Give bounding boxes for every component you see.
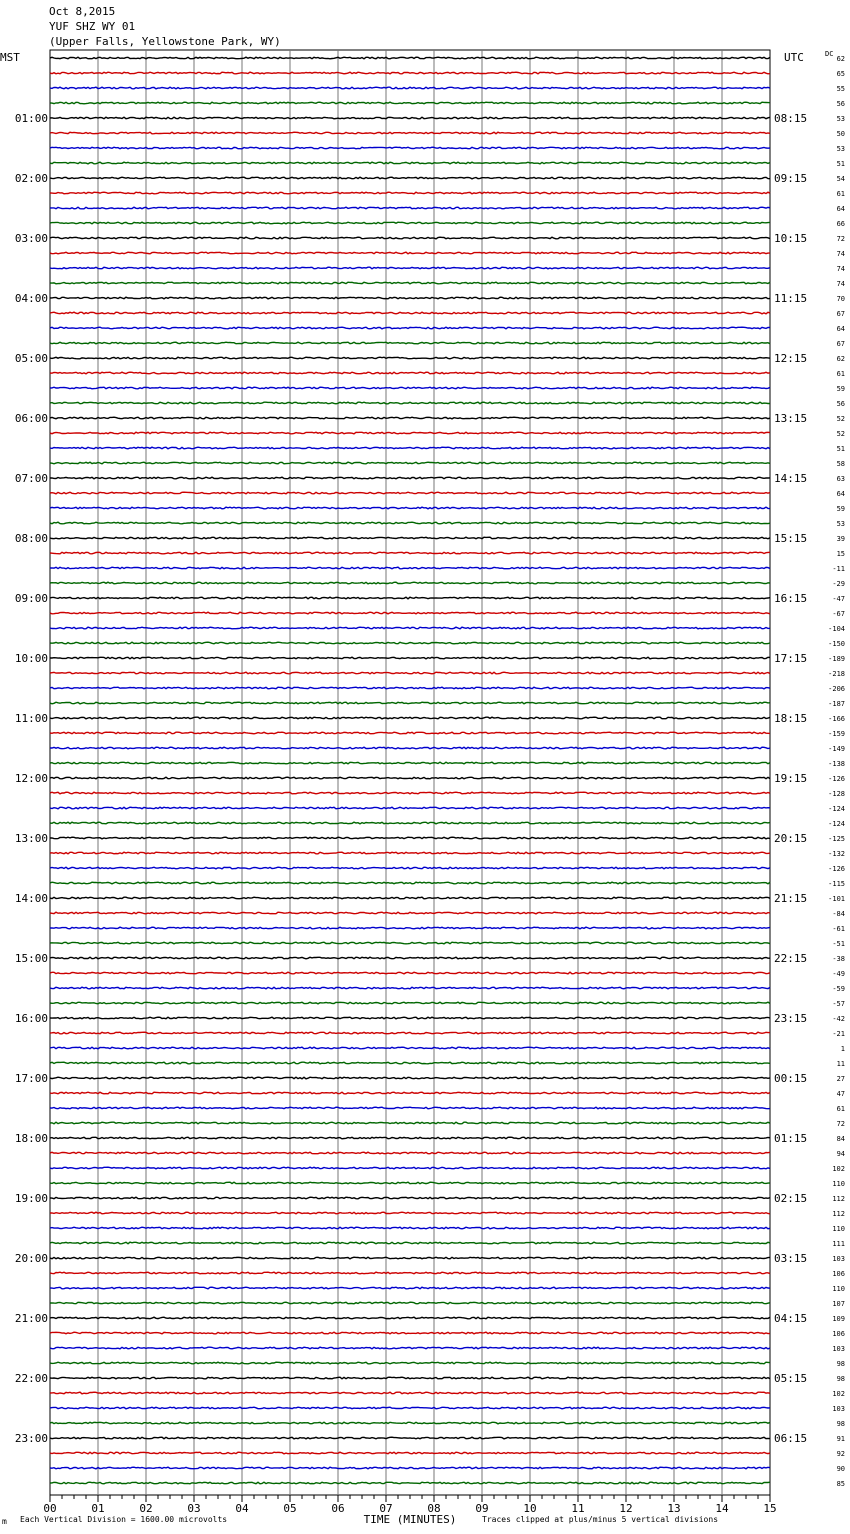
trace-line xyxy=(50,447,770,449)
x-tick-label: 05 xyxy=(283,1502,297,1515)
trace-line xyxy=(50,1062,770,1064)
trace-line xyxy=(50,672,770,674)
trace-rows xyxy=(50,57,770,1484)
dc-offset-label: 56 xyxy=(836,100,845,108)
trace-line xyxy=(50,402,770,404)
trace-line xyxy=(50,717,770,719)
trace-line xyxy=(50,1452,770,1454)
trace-line xyxy=(50,162,770,164)
dc-offset-label: 98 xyxy=(836,1420,845,1428)
trace-line xyxy=(50,267,770,269)
left-hour-label: 02:00 xyxy=(14,172,48,185)
trace-line xyxy=(50,72,770,74)
dc-offset-label: 39 xyxy=(836,535,845,543)
left-hour-label: 07:00 xyxy=(14,472,48,485)
trace-line xyxy=(50,972,770,974)
left-hour-label: 09:00 xyxy=(14,592,48,605)
trace-line xyxy=(50,732,770,734)
trace-line xyxy=(50,837,770,839)
right-hour-label: 11:15 xyxy=(774,292,808,305)
right-hour-label: 03:15 xyxy=(774,1252,808,1265)
dc-offset-label: 58 xyxy=(836,460,845,468)
trace-line xyxy=(50,627,770,629)
right-hour-label: 17:15 xyxy=(774,652,808,665)
trace-line xyxy=(50,762,770,764)
right-hour-label: 22:15 xyxy=(774,952,808,965)
trace-line xyxy=(50,1032,770,1034)
trace-line xyxy=(50,1362,770,1364)
right-hour-label: 23:15 xyxy=(774,1012,808,1025)
x-tick-label: 14 xyxy=(715,1502,729,1515)
trace-line xyxy=(50,792,770,794)
dc-offset-label: 70 xyxy=(836,295,845,303)
left-hour-label: 01:00 xyxy=(14,112,48,125)
trace-line xyxy=(50,1437,770,1439)
right-hour-label: 10:15 xyxy=(774,232,808,245)
trace-line xyxy=(50,387,770,389)
trace-line xyxy=(50,777,770,779)
dc-offset-label: 74 xyxy=(836,250,845,258)
trace-line xyxy=(50,1407,770,1409)
dc-offset-label: -187 xyxy=(828,700,845,708)
dc-offset-label: 74 xyxy=(836,265,845,273)
dc-offset-label: -218 xyxy=(828,670,845,678)
x-tick-label: 07 xyxy=(379,1502,393,1515)
trace-line xyxy=(50,1002,770,1004)
dc-offset-label: -11 xyxy=(832,565,845,573)
dc-offset-label: 67 xyxy=(836,340,845,348)
dc-offset-label: 107 xyxy=(832,1300,845,1308)
trace-line xyxy=(50,1422,770,1424)
dc-offset-label: 11 xyxy=(836,1060,845,1068)
trace-line xyxy=(50,1272,770,1274)
trace-line xyxy=(50,492,770,494)
dc-offset-label: -132 xyxy=(828,850,845,858)
dc-offset-label: 72 xyxy=(836,235,845,243)
dc-offset-label: -128 xyxy=(828,790,845,798)
dc-offset-label: 109 xyxy=(832,1315,845,1323)
left-hour-label: 12:00 xyxy=(14,772,48,785)
trace-line xyxy=(50,1347,770,1349)
trace-line xyxy=(50,957,770,959)
dc-offset-label: 102 xyxy=(832,1165,845,1173)
x-tick-label: 11 xyxy=(571,1502,585,1515)
dc-offset-label: 103 xyxy=(832,1255,845,1263)
right-hour-label: 02:15 xyxy=(774,1192,808,1205)
right-hour-label: 12:15 xyxy=(774,352,808,365)
right-hour-label: 19:15 xyxy=(774,772,808,785)
right-hour-label: 01:15 xyxy=(774,1132,808,1145)
dc-offset-label: 51 xyxy=(836,445,845,453)
trace-line xyxy=(50,987,770,989)
dc-offset-label: 98 xyxy=(836,1360,845,1368)
dc-offset-label: 67 xyxy=(836,310,845,318)
trace-line xyxy=(50,222,770,224)
trace-line xyxy=(50,87,770,89)
dc-offset-label: 110 xyxy=(832,1285,845,1293)
right-hour-label: 13:15 xyxy=(774,412,808,425)
right-hour-label: 08:15 xyxy=(774,112,808,125)
station-location: (Upper Falls, Yellowstone Park, WY) xyxy=(49,35,281,48)
trace-line xyxy=(50,567,770,569)
x-tick-label: 03 xyxy=(187,1502,201,1515)
trace-line xyxy=(50,1107,770,1109)
dc-offset-label: -29 xyxy=(832,580,845,588)
dc-offset-label: 92 xyxy=(836,1450,845,1458)
trace-line xyxy=(50,102,770,104)
left-hour-label: 11:00 xyxy=(14,712,48,725)
dc-offset-label: -59 xyxy=(832,985,845,993)
left-hour-label: 23:00 xyxy=(14,1432,48,1445)
dc-offset-label: 74 xyxy=(836,280,845,288)
axis-labels xyxy=(0,50,845,1526)
trace-line xyxy=(50,462,770,464)
x-tick-label: 15 xyxy=(763,1502,777,1515)
dc-offset-label: 106 xyxy=(832,1330,845,1338)
right-hour-label: 00:15 xyxy=(774,1072,808,1085)
trace-line xyxy=(50,57,770,59)
dc-offset-label: 54 xyxy=(836,175,845,183)
trace-line xyxy=(50,252,770,254)
trace-line xyxy=(50,597,770,599)
trace-line xyxy=(50,642,770,644)
dc-offset-label: 59 xyxy=(836,385,845,393)
x-tick-label: 06 xyxy=(331,1502,345,1515)
dc-offset-label: 91 xyxy=(836,1435,845,1443)
x-axis-title: TIME (MINUTES) xyxy=(363,1513,457,1526)
x-tick-label: 01 xyxy=(91,1502,105,1515)
dc-offset-label: -42 xyxy=(832,1015,845,1023)
trace-line xyxy=(50,1197,770,1199)
trace-line xyxy=(50,1257,770,1259)
dc-offset-label: 61 xyxy=(836,370,845,378)
left-hour-label: 05:00 xyxy=(14,352,48,365)
x-tick-label: 08 xyxy=(427,1502,441,1515)
trace-line xyxy=(50,1092,770,1094)
dc-offset-label: 64 xyxy=(836,490,845,498)
trace-line xyxy=(50,1152,770,1154)
dc-offset-label: 110 xyxy=(832,1225,845,1233)
dc-offset-label: -126 xyxy=(828,865,845,873)
dc-offset-label: 112 xyxy=(832,1195,845,1203)
left-hour-label: 03:00 xyxy=(14,232,48,245)
trace-line xyxy=(50,327,770,329)
trace-line xyxy=(50,297,770,299)
left-hour-label: 17:00 xyxy=(14,1072,48,1085)
dc-offset-label: 53 xyxy=(836,520,845,528)
dc-offset-label: 61 xyxy=(836,1105,845,1113)
dc-offset-label: -206 xyxy=(828,685,845,693)
trace-line xyxy=(50,522,770,524)
x-tick-label: 09 xyxy=(475,1502,489,1515)
dc-offset-label: 52 xyxy=(836,430,845,438)
trace-line xyxy=(50,897,770,899)
dc-offset-label: 15 xyxy=(836,550,845,558)
plot-frame xyxy=(50,50,770,1495)
x-tick-label: 04 xyxy=(235,1502,249,1515)
dc-offset-label: 102 xyxy=(832,1390,845,1398)
trace-line xyxy=(50,177,770,179)
trace-line xyxy=(50,147,770,149)
trace-line xyxy=(50,537,770,539)
dc-offset-label: 62 xyxy=(836,355,845,363)
trace-line xyxy=(50,582,770,584)
dc-offset-label: 85 xyxy=(836,1480,845,1488)
left-hour-label: 08:00 xyxy=(14,532,48,545)
left-hour-label: 14:00 xyxy=(14,892,48,905)
left-hour-label: 15:00 xyxy=(14,952,48,965)
dc-offset-label: 111 xyxy=(832,1240,845,1248)
dc-offset-label: 98 xyxy=(836,1375,845,1383)
trace-line xyxy=(50,357,770,359)
dc-offset-label: -67 xyxy=(832,610,845,618)
trace-line xyxy=(50,927,770,929)
dc-label: DC xyxy=(825,50,834,58)
right-hour-label: 06:15 xyxy=(774,1432,808,1445)
trace-line xyxy=(50,1392,770,1394)
trace-line xyxy=(50,192,770,194)
trace-line xyxy=(50,1482,770,1484)
trace-line xyxy=(50,372,770,374)
dc-offset-label: -51 xyxy=(832,940,845,948)
trace-line xyxy=(50,747,770,749)
dc-offset-label: 61 xyxy=(836,190,845,198)
dc-offset-label: -159 xyxy=(828,730,845,738)
right-timezone-label: UTC xyxy=(784,51,804,64)
trace-line xyxy=(50,1077,770,1079)
dc-offset-label: -115 xyxy=(828,880,845,888)
dc-offset-label: 103 xyxy=(832,1345,845,1353)
trace-line xyxy=(50,207,770,209)
trace-line xyxy=(50,1137,770,1139)
left-hour-label: 19:00 xyxy=(14,1192,48,1205)
dc-offset-label: 56 xyxy=(836,400,845,408)
date-title: Oct 8,2015 xyxy=(49,5,116,18)
x-tick-label: 10 xyxy=(523,1502,537,1515)
dc-offset-label: 64 xyxy=(836,325,845,333)
x-tick-label: 02 xyxy=(139,1502,153,1515)
dc-offset-label: 65 xyxy=(836,70,845,78)
left-hour-label: 22:00 xyxy=(14,1372,48,1385)
dc-offset-label: 52 xyxy=(836,415,845,423)
dc-offset-label: -57 xyxy=(832,1000,845,1008)
trace-line xyxy=(50,1017,770,1019)
left-hour-label: 10:00 xyxy=(14,652,48,665)
right-hour-label: 18:15 xyxy=(774,712,808,725)
left-hour-label: 04:00 xyxy=(14,292,48,305)
dc-offset-label: 106 xyxy=(832,1270,845,1278)
left-hour-label: 18:00 xyxy=(14,1132,48,1145)
trace-line xyxy=(50,912,770,914)
right-hour-label: 09:15 xyxy=(774,172,808,185)
trace-line xyxy=(50,1377,770,1379)
trace-line xyxy=(50,312,770,314)
dc-offset-label: -138 xyxy=(828,760,845,768)
trace-line xyxy=(50,1317,770,1319)
trace-line xyxy=(50,657,770,659)
trace-line xyxy=(50,612,770,614)
trace-line xyxy=(50,702,770,704)
left-hour-label: 20:00 xyxy=(14,1252,48,1265)
dc-offset-label: 1 xyxy=(840,1045,845,1053)
dc-offset-label: -124 xyxy=(828,820,845,828)
trace-line xyxy=(50,942,770,944)
trace-line xyxy=(50,1332,770,1334)
left-hour-label: 16:00 xyxy=(14,1012,48,1025)
dc-offset-label: 112 xyxy=(832,1210,845,1218)
dc-offset-label: 53 xyxy=(836,115,845,123)
dc-offset-label: -126 xyxy=(828,775,845,783)
dc-offset-label: 47 xyxy=(836,1090,845,1098)
x-tick-label: 00 xyxy=(43,1502,57,1515)
trace-line xyxy=(50,342,770,344)
trace-line xyxy=(50,432,770,434)
dc-offset-label: 51 xyxy=(836,160,845,168)
trace-line xyxy=(50,477,770,479)
dc-offset-label: -166 xyxy=(828,715,845,723)
dc-offset-label: -38 xyxy=(832,955,845,963)
trace-line xyxy=(50,117,770,119)
right-hour-label: 20:15 xyxy=(774,832,808,845)
trace-line xyxy=(50,852,770,854)
footer-mark: m xyxy=(2,1517,7,1526)
trace-line xyxy=(50,417,770,419)
dc-offset-label: 63 xyxy=(836,475,845,483)
dc-offset-label: -124 xyxy=(828,805,845,813)
trace-line xyxy=(50,1212,770,1214)
trace-line xyxy=(50,867,770,869)
trace-line xyxy=(50,1122,770,1124)
dc-offset-label: 53 xyxy=(836,145,845,153)
trace-line xyxy=(50,552,770,554)
left-hour-label: 13:00 xyxy=(14,832,48,845)
station-code: YUF SHZ WY 01 xyxy=(49,20,136,33)
dc-offset-label: -21 xyxy=(832,1030,845,1038)
trace-line xyxy=(50,1242,770,1244)
trace-line xyxy=(50,687,770,689)
x-tick-label: 13 xyxy=(667,1502,681,1515)
dc-offset-label: 110 xyxy=(832,1180,845,1188)
dc-offset-label: -189 xyxy=(828,655,845,663)
trace-line xyxy=(50,1047,770,1049)
right-hour-label: 16:15 xyxy=(774,592,808,605)
x-tick-label: 12 xyxy=(619,1502,633,1515)
dc-offset-label: 72 xyxy=(836,1120,845,1128)
trace-line xyxy=(50,1302,770,1304)
dc-offset-label: 55 xyxy=(836,85,845,93)
right-hour-label: 04:15 xyxy=(774,1312,808,1325)
dc-offset-label: 94 xyxy=(836,1150,845,1158)
dc-offset-label: -84 xyxy=(832,910,845,918)
dc-offset-label: 64 xyxy=(836,205,845,213)
trace-line xyxy=(50,132,770,134)
scale-note: Each Vertical Division = 1600.00 microvolts xyxy=(20,1515,228,1524)
dc-offset-label: -104 xyxy=(828,625,845,633)
trace-line xyxy=(50,507,770,509)
clip-note: Traces clipped at plus/minus 5 vertical divisions xyxy=(482,1515,719,1524)
trace-line xyxy=(50,882,770,884)
right-hour-label: 14:15 xyxy=(774,472,808,485)
dc-offset-label: -150 xyxy=(828,640,845,648)
trace-line xyxy=(50,237,770,239)
trace-line xyxy=(50,282,770,284)
dc-offset-label: 84 xyxy=(836,1135,845,1143)
left-timezone-label: MST xyxy=(0,51,20,64)
dc-offset-label: -149 xyxy=(828,745,845,753)
trace-line xyxy=(50,1167,770,1169)
dc-offset-label: 103 xyxy=(832,1405,845,1413)
dc-offset-label: -125 xyxy=(828,835,845,843)
dc-offset-label: -101 xyxy=(828,895,845,903)
trace-line xyxy=(50,1467,770,1469)
dc-offset-label: -61 xyxy=(832,925,845,933)
left-hour-label: 06:00 xyxy=(14,412,48,425)
dc-offset-label: 90 xyxy=(836,1465,845,1473)
trace-line xyxy=(50,807,770,809)
dc-offset-label: 27 xyxy=(836,1075,845,1083)
dc-offset-label: 66 xyxy=(836,220,845,228)
dc-offset-label: 62 xyxy=(836,55,845,63)
dc-offset-label: -49 xyxy=(832,970,845,978)
trace-line xyxy=(50,1227,770,1229)
trace-line xyxy=(50,1182,770,1184)
dc-offset-label: 59 xyxy=(836,505,845,513)
right-hour-label: 15:15 xyxy=(774,532,808,545)
right-hour-label: 21:15 xyxy=(774,892,808,905)
dc-offset-label: -47 xyxy=(832,595,845,603)
left-hour-label: 21:00 xyxy=(14,1312,48,1325)
dc-offset-label: 50 xyxy=(836,130,845,138)
trace-line xyxy=(50,822,770,824)
right-hour-label: 05:15 xyxy=(774,1372,808,1385)
trace-line xyxy=(50,1287,770,1289)
